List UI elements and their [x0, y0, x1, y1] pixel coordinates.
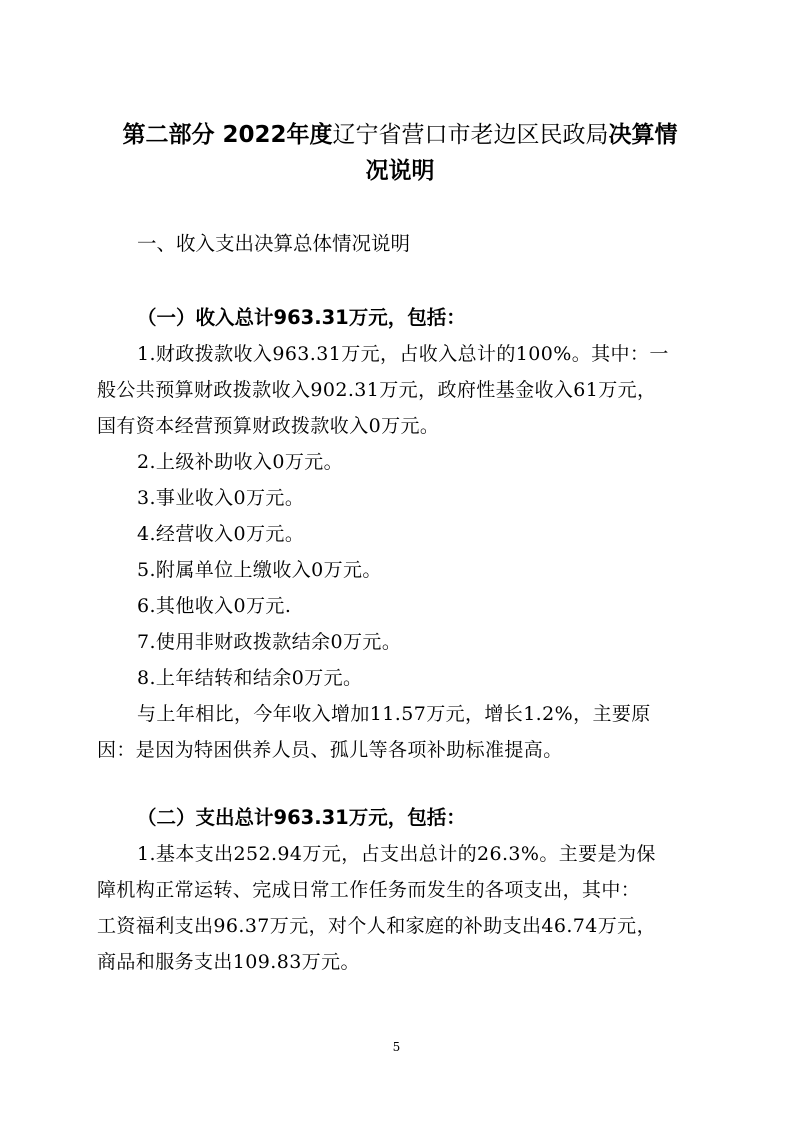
title-part-4: 况说明 — [365, 158, 435, 184]
expenditure-heading: （二）支出总计963.31万元，包括： — [137, 806, 466, 829]
expenditure-line: 障机构正常运转、完成日常工作任务而发生的各项支出，其中： — [97, 879, 641, 901]
income-line: 与上年相比，今年收入增加11.57万元，增长1.2%，主要原 — [137, 703, 651, 725]
expenditure-line: 工资福利支出96.37万元，对个人和家庭的补助支出46.74万元， — [97, 915, 656, 937]
income-line: 8.上年结转和结余0万元。 — [137, 667, 363, 689]
title-part-2: 辽宁省营口市老边区民政局 — [332, 122, 609, 148]
income-line: 国有资本经营预算财政拨款收入0万元。 — [97, 415, 440, 437]
income-line: 2.上级补助收入0万元。 — [137, 451, 344, 473]
income-line: 5.附属单位上缴收入0万元。 — [137, 559, 382, 581]
income-line: 3.事业收入0万元。 — [137, 487, 305, 509]
income-line: 1.财政拨款收入963.31万元，占收入总计的100%。其中：一 — [137, 343, 669, 365]
expenditure-line: 商品和服务支出109.83万元。 — [97, 951, 360, 973]
section-heading: 一、收入支出决算总体情况说明 — [137, 232, 411, 255]
income-line: 7.使用非财政拨款结余0万元。 — [137, 631, 402, 653]
income-line: 4.经营收入0万元。 — [137, 523, 305, 545]
income-heading: （一）收入总计963.31万元，包括： — [137, 306, 466, 329]
page-title-line-1 — [100, 117, 700, 153]
income-line: 因：是因为特困供养人员、孤儿等各项补助标准提高。 — [97, 739, 563, 761]
page-number: 5 — [392, 1040, 401, 1054]
title-part-3: 决算情 — [608, 122, 678, 148]
title-part-1: 第二部分 2022年度 — [122, 122, 333, 148]
page-title-line-2 — [100, 153, 700, 189]
income-line: 6.其他收入0万元. — [137, 595, 292, 617]
income-line: 般公共预算财政拨款收入902.31万元，政府性基金收入61万元， — [97, 379, 657, 401]
expenditure-line: 1.基本支出252.94万元，占支出总计的26.3%。主要是为保 — [137, 843, 656, 865]
